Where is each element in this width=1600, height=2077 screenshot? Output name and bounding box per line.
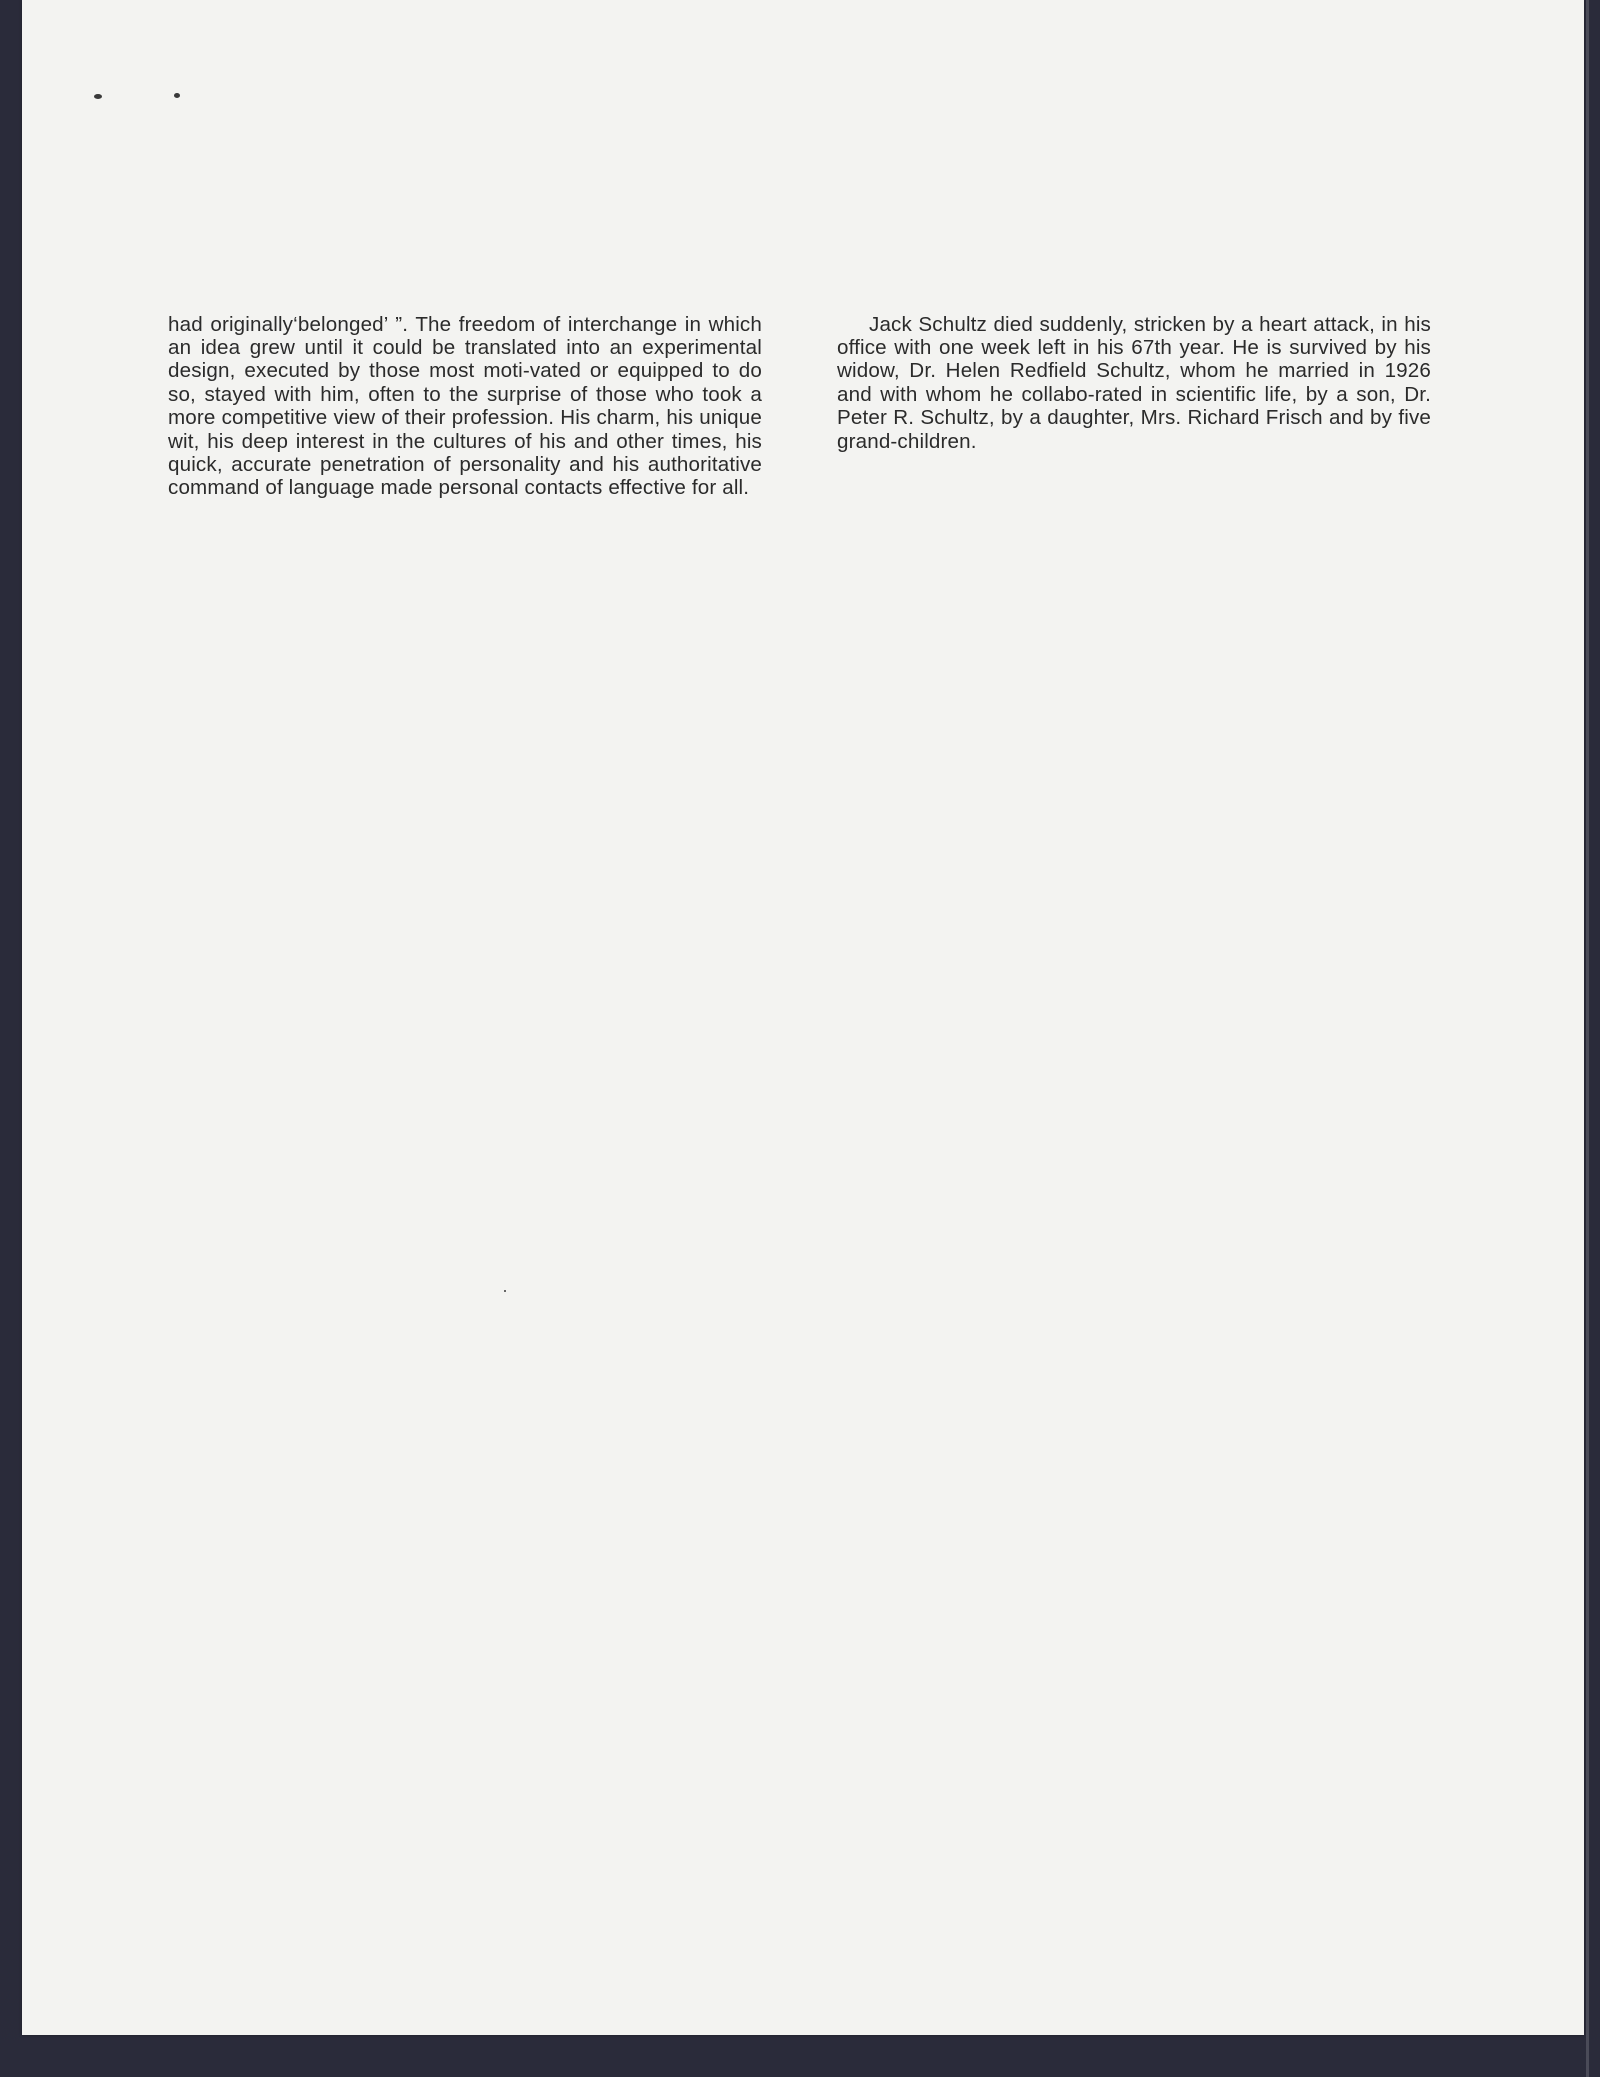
left-column-paragraph: had originally‘belonged’ ”. The freedom of interchange in which an idea grew until it could be translated into an experimental design, executed by those most moti-vated or equipped to do so, stayed with him, often to the surprise of those who took a more competitive view of their profession. His charm, his unique wit, his deep interest in the cultures of his and other times, his quick, accurate penetration of personality and his authoritative command of language made personal contacts effective for all. (168, 312, 762, 500)
ink-speck (504, 1290, 506, 1292)
ink-speck (174, 93, 180, 98)
page-edge (1586, 0, 1589, 2077)
document-page (22, 0, 1584, 2035)
ink-speck (94, 94, 102, 99)
right-column-paragraph: Jack Schultz died suddenly, stricken by a heart attack, in his office with one week left in his 67th year. He is survived by his widow, Dr. Helen Redfield Schultz, whom he married in 1926 and with whom he collabo-rated in scientific life, by a son, Dr. Peter R. Schultz, by a daughter, Mrs. Richard Frisch and by five grand-children. (837, 312, 1431, 453)
